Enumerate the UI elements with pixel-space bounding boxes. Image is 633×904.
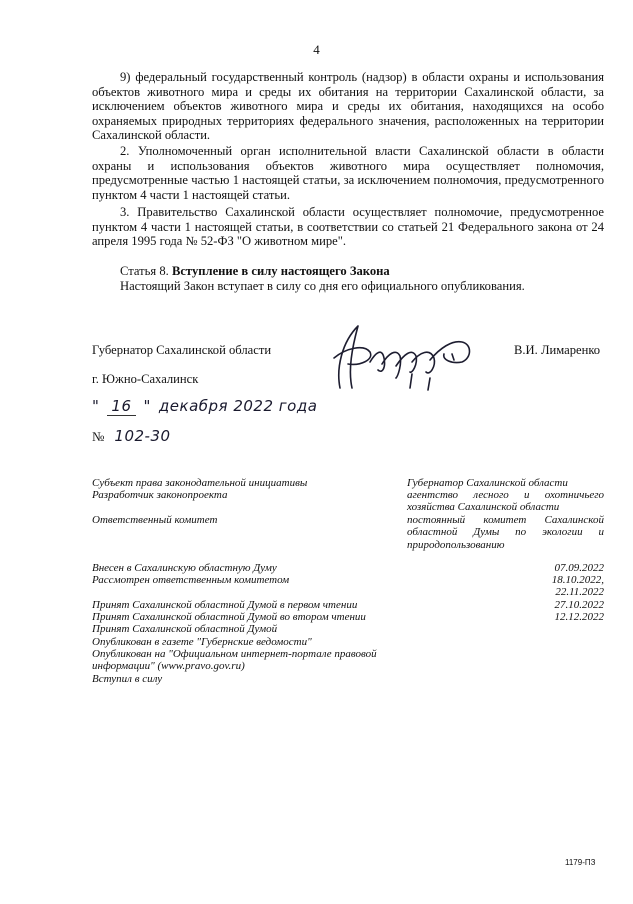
event-published-portal: Опубликован на "Официальном интернет-портале правовой информации" (www.pravo.gov.ru) [92, 648, 377, 673]
event-published-newspaper: Опубликован в газете "Губернские ведомости" [92, 636, 312, 648]
handwritten-signature-icon [312, 318, 492, 400]
page-number: 4 [313, 42, 320, 57]
developer-label: Разработчик законопроекта [92, 489, 228, 501]
committee-value: постоянный комитет Сахалинской областной Думы по экологии и природопользованию [407, 514, 604, 551]
date-reviewed-1: 18.10.2022, [551, 574, 604, 586]
date-first-reading: 27.10.2022 [554, 599, 604, 611]
event-reviewed: Рассмотрен ответственным комитетом [92, 574, 290, 586]
date-submitted: 07.09.2022 [554, 562, 604, 574]
number-label: № [92, 429, 105, 444]
governor-name: В.И. Лимаренко [514, 343, 601, 357]
event-second-reading: Принят Сахалинской областной Думой во втором чтении [92, 611, 366, 623]
date-quote-open: " [92, 397, 100, 415]
event-adopted: Принят Сахалинской областной Думой [92, 623, 278, 635]
date-second-reading: 12.12.2022 [554, 611, 604, 623]
article-title: Вступление в силу настоящего Закона [171, 264, 390, 278]
event-entered-into-force: Вступил в силу [92, 673, 163, 685]
developer-value: агентство лесного и охотничьего хозяйства Сахалинской области [407, 489, 604, 514]
paragraph-part-2: 2. Уполномоченный орган исполнительной власти Сахалинской области в области охраны и использования объектов животного мира осуществляет полномочия, предусмотренные частью 1 настоящей статьи, за исключением полномочия, предусмотренного пунктом 4 части 1 настоящей статьи. [92, 144, 604, 202]
subject-label: Субъект права законодательной инициативы [92, 477, 308, 489]
date-quote-close: " [143, 397, 151, 415]
date-day: 16 [107, 397, 135, 416]
article-text: Настоящий Закон вступает в силу со дня его официального опубликования. [120, 279, 525, 293]
signing-date [92, 397, 317, 416]
event-submitted: Внесен в Сахалинскую областную Думу [92, 562, 277, 574]
article-prefix: Статья 8. [120, 264, 172, 278]
date-reviewed-2: 22.11.2022 [555, 586, 604, 598]
paragraph-part-3: 3. Правительство Сахалинской области осуществляет полномочие, предусмотренное пунктом 4 части 1 настоящей статьи, в соответствии со статьей 21 Федерального закона от 24 апреля 1995 года № 52-ФЗ "О животном мире". [92, 205, 604, 249]
date-month-year: декабря 2022 года [158, 397, 318, 415]
number-value: 102-30 [114, 427, 171, 445]
committee-label: Ответственный комитет [92, 514, 218, 526]
law-number [92, 427, 171, 446]
document-code: 1179-ПЗ [565, 858, 596, 867]
subject-value: Губернатор Сахалинской области [407, 477, 568, 489]
governor-position: Губернатор Сахалинской области [92, 343, 272, 357]
signing-city: г. Южно-Сахалинск [92, 372, 199, 386]
article-heading [120, 264, 390, 279]
paragraph-item-9: 9) федеральный государственный контроль (надзор) в области охраны и использования объектов животного мира и среды их обитания на территории Сахалинской области, за исключением объектов животного мира и среды их обитания, находящихся на особо охраняемых природных территориях федерального значения, расположенных на территории Сахалинской области. [92, 70, 604, 143]
event-first-reading: Принят Сахалинской областной Думой в первом чтении [92, 599, 358, 611]
